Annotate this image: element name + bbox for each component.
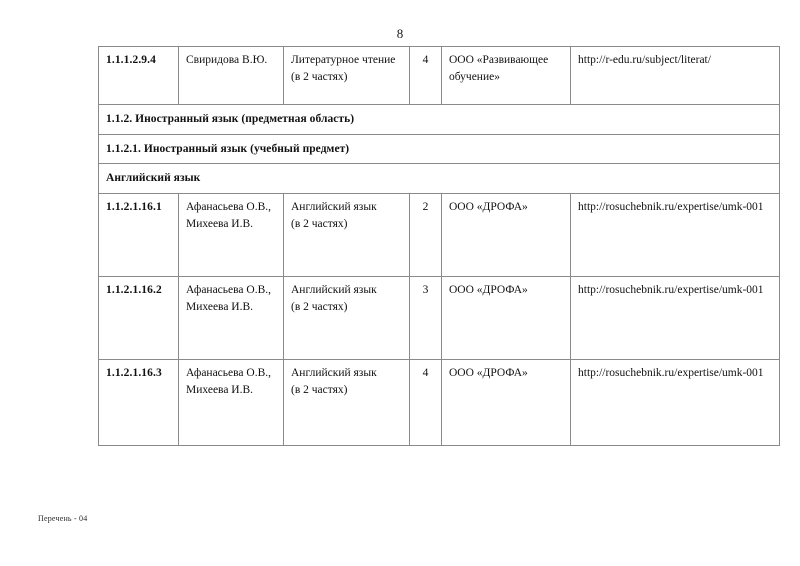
cell-url: http://rosuchebnik.ru/expertise/umk-001: [571, 277, 780, 360]
cell-title-line2: (в 2 частях): [291, 70, 348, 83]
cell-grade: 2: [410, 194, 442, 277]
cell-url: http://rosuchebnik.ru/expertise/umk-001: [571, 194, 780, 277]
section-heading: 1.1.2. Иностранный язык (предметная область): [99, 105, 780, 135]
cell-author: Свиридова В.Ю.: [179, 47, 284, 105]
cell-code: 1.1.2.1.16.2: [99, 277, 179, 360]
table-row: [99, 47, 780, 105]
cell-author: [179, 360, 284, 446]
cell-url: http://r-edu.ru/subject/literat/: [571, 47, 780, 105]
cell-grade: 4: [410, 360, 442, 446]
cell-url: http://rosuchebnik.ru/expertise/umk-001: [571, 360, 780, 446]
cell-code: 1.1.2.1.16.3: [99, 360, 179, 446]
cell-author: [179, 194, 284, 277]
cell-title-line2: (в 2 частях): [291, 217, 348, 230]
table-row: [99, 360, 780, 446]
cell-code: 1.1.2.1.16.1: [99, 194, 179, 277]
cell-title: [284, 360, 410, 446]
page-footer: Перечень - 04: [38, 514, 88, 523]
textbook-registry-table: [98, 46, 780, 446]
cell-title: [284, 47, 410, 105]
cell-publisher-line1: ООО «Развивающее: [449, 54, 549, 66]
section-heading: Английский язык: [99, 164, 780, 194]
cell-author-line1: Афанасьева О.В.,: [186, 284, 271, 297]
cell-author-line1: Афанасьева О.В.,: [186, 201, 271, 214]
cell-title-line1: Литературное чтение: [291, 54, 396, 66]
cell-title-line1: Английский язык: [291, 367, 377, 380]
cell-author-line2: Михеева И.В.: [186, 300, 254, 313]
table-row: [99, 194, 780, 277]
cell-title-line1: Английский язык: [291, 284, 377, 297]
table-row: [99, 277, 780, 360]
table-section-row: [99, 134, 780, 164]
cell-publisher: ООО «ДРОФА»: [442, 360, 571, 446]
cell-grade: 3: [410, 277, 442, 360]
cell-author-line2: Михеева И.В.: [186, 383, 254, 396]
cell-title-line1: Английский язык: [291, 201, 377, 214]
table-section-row: [99, 164, 780, 194]
cell-title-line2: (в 2 частях): [291, 300, 348, 313]
cell-title: [284, 277, 410, 360]
cell-author: [179, 277, 284, 360]
cell-publisher: ООО «ДРОФА»: [442, 194, 571, 277]
cell-publisher: [442, 47, 571, 105]
cell-publisher-line2: обучение»: [449, 70, 500, 83]
page-number: 8: [396, 26, 404, 41]
cell-author-line1: Афанасьева О.В.,: [186, 367, 271, 380]
cell-code: 1.1.1.2.9.4: [99, 47, 179, 105]
table-section-row: [99, 105, 780, 135]
section-heading: 1.1.2.1. Иностранный язык (учебный предмет): [99, 134, 780, 164]
cell-grade: 4: [410, 47, 442, 105]
cell-title-line2: (в 2 частях): [291, 383, 348, 396]
cell-title: [284, 194, 410, 277]
cell-author-line2: Михеева И.В.: [186, 217, 254, 230]
cell-publisher: ООО «ДРОФА»: [442, 277, 571, 360]
